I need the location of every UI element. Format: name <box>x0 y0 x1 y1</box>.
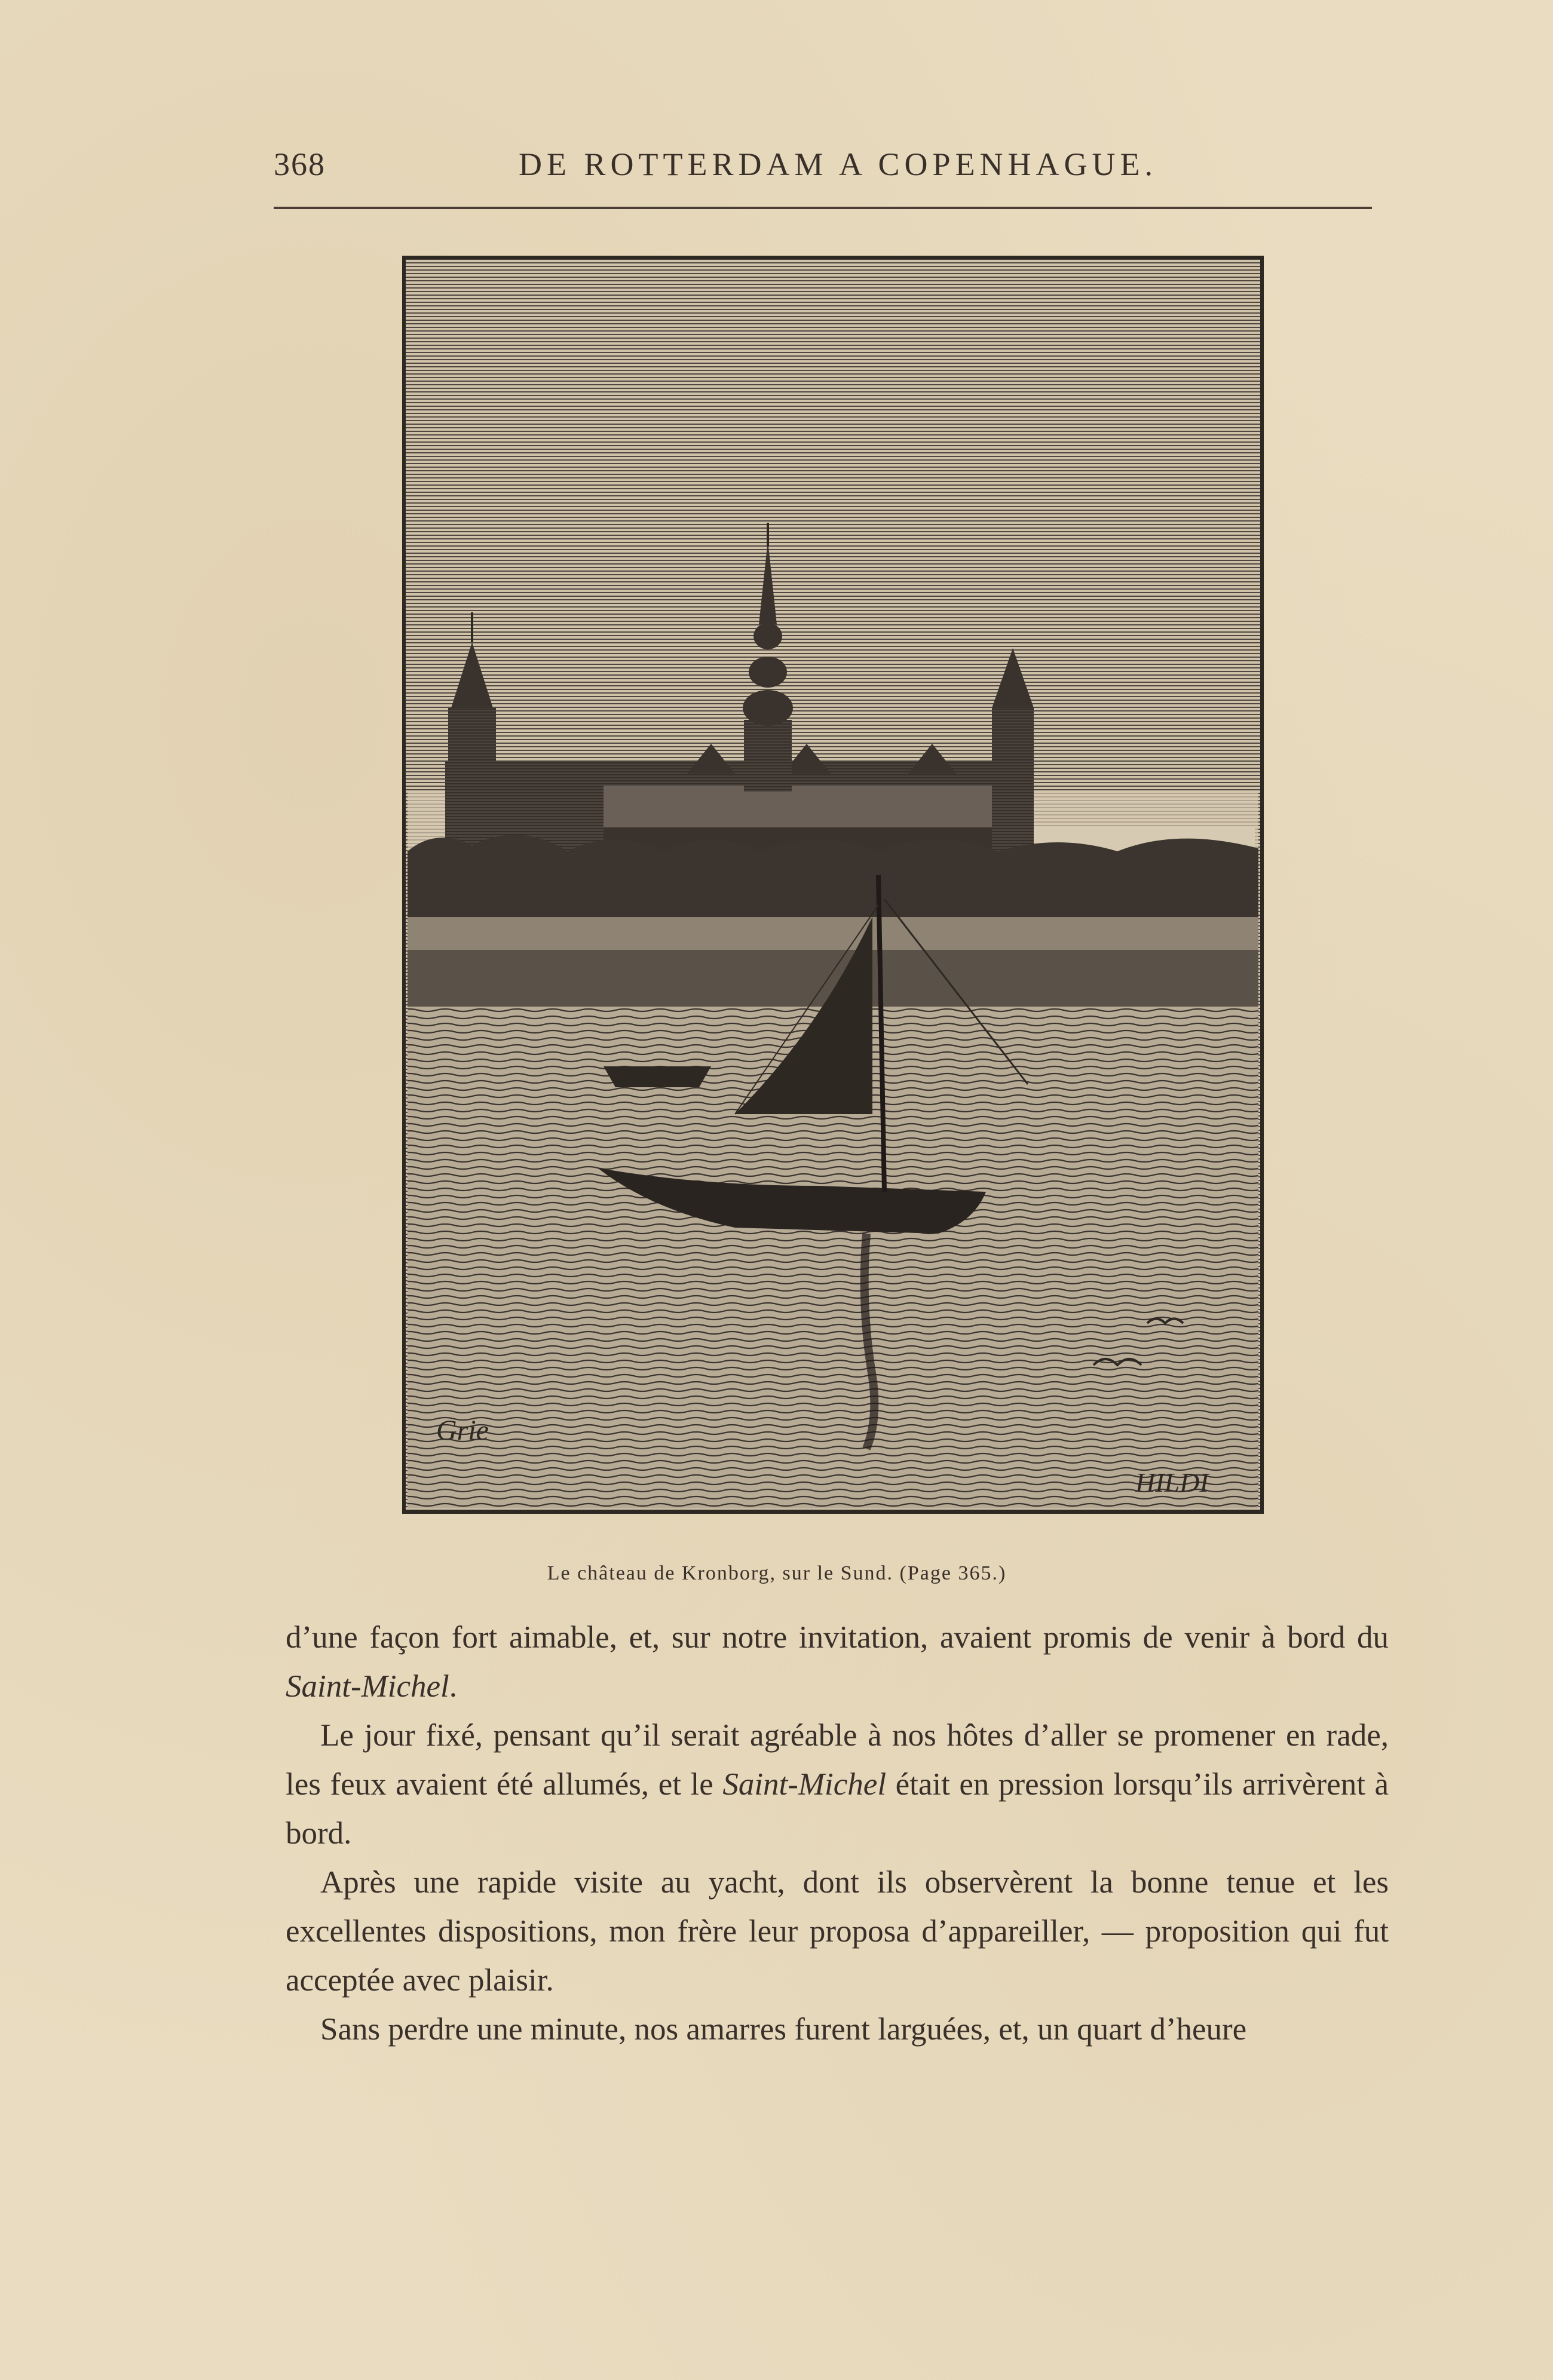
treeline <box>408 835 1258 923</box>
rowboat <box>604 1066 711 1087</box>
header-rule <box>274 207 1372 209</box>
page-number: 368 <box>274 146 326 182</box>
paragraph: d’une façon fort aimable, et, sur notre invitation, avaient promis de venir à bord du Saint-Michel. <box>286 1620 1389 1704</box>
illustration-caption: Le château de Kronborg, sur le Sund. (Page 365.) <box>547 1562 1007 1584</box>
paragraph: Le jour fixé, pensant qu’il serait agréable à nos hôtes d’aller se promener en rade, les feux avaient été allumés, et le Saint-Michel était en pression lorsqu’ils arrivèrent à bord. <box>286 1718 1389 1851</box>
page-header <box>274 142 1372 190</box>
kronborg-castle-engraving <box>400 254 1266 1516</box>
paragraph: Sans perdre une minute, nos amarres furent larguées, et, un quart d’heure <box>320 2012 1247 2047</box>
paragraph: Après une rapide visite au yacht, dont ils observèrent la bonne tenue et les excellentes dispositions, mon frère leur proposa d’appareiller, — proposition qui fut acceptée avec plaisir. <box>286 1865 1389 1998</box>
body-text <box>286 1613 1389 2054</box>
running-title: DE ROTTERDAM A COPENHAGUE. <box>519 146 1158 182</box>
engraver-signature: HILDI <box>1135 1467 1209 1498</box>
central-spire <box>744 720 792 792</box>
artist-signature: Grie <box>436 1415 489 1446</box>
engraving-illustration <box>400 254 1266 1516</box>
